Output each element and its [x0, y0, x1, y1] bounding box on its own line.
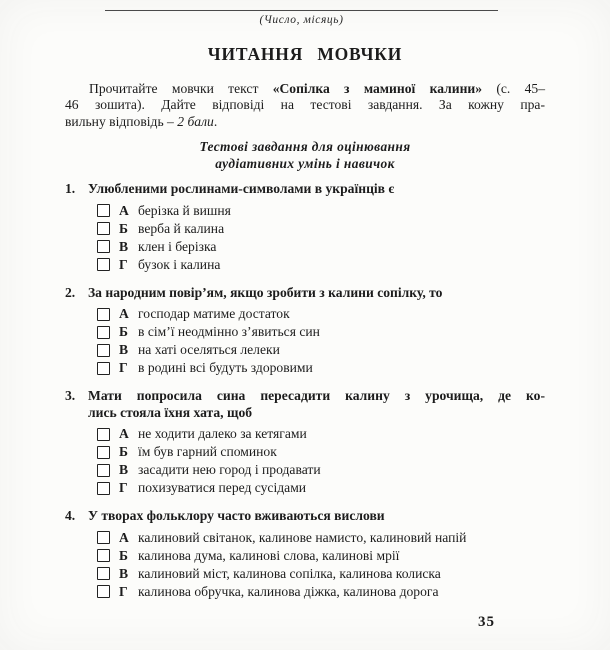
option-text: не ходити далеко за кетягами — [138, 426, 307, 441]
question-title-line: Мати попросила сина пересадити калину з урочища, де ко- — [88, 388, 545, 403]
answer-checkbox[interactable] — [97, 482, 110, 495]
option-letter: А — [119, 306, 129, 321]
option-row — [97, 529, 545, 547]
answer-checkbox[interactable] — [97, 204, 110, 217]
option-text: господар матиме достаток — [138, 306, 290, 321]
answer-checkbox[interactable] — [97, 549, 110, 562]
question-title-line: За народним повір’ям, якщо зробити з калини сопілку, то — [88, 284, 443, 300]
option-row — [97, 565, 545, 583]
question-1 — [65, 181, 545, 274]
answer-checkbox[interactable] — [97, 344, 110, 357]
option-row — [97, 583, 545, 601]
answer-checkbox[interactable] — [97, 428, 110, 441]
option-row — [97, 443, 545, 461]
answer-checkbox[interactable] — [97, 362, 110, 375]
answer-checkbox[interactable] — [97, 240, 110, 253]
option-letter: В — [119, 462, 129, 477]
answer-checkbox[interactable] — [97, 258, 110, 271]
option-letter: А — [119, 529, 129, 545]
option-letter: Б — [119, 444, 128, 459]
answer-checkbox[interactable] — [97, 308, 110, 321]
question-title-line: У творах фольклору часто вживаються вислови — [88, 508, 385, 523]
option-row — [97, 479, 545, 497]
option-text: клен і берізка — [138, 238, 217, 254]
answer-checkbox[interactable] — [97, 585, 110, 598]
question-1-options — [97, 202, 545, 274]
date-header — [105, 0, 498, 26]
section-subtitle — [65, 139, 545, 172]
question-title-line: лись стояла їхня хата, щоб — [88, 404, 253, 420]
option-letter: Б — [119, 547, 128, 563]
option-letter: Г — [119, 360, 128, 375]
option-letter: В — [119, 238, 129, 254]
option-row — [97, 547, 545, 565]
question-4-options — [97, 529, 545, 601]
option-row — [97, 341, 545, 359]
option-letter: Г — [119, 480, 128, 495]
date-fill-line — [105, 10, 498, 11]
answer-checkbox[interactable] — [97, 326, 110, 339]
option-text: калиновий світанок, калинове намисто, калиновий напій — [138, 529, 467, 545]
subtitle-line-1: Тестові завдання для оцінювання — [199, 139, 411, 154]
option-row — [97, 359, 545, 377]
option-text: калиновий міст, калинова сопілка, калинова колиска — [138, 565, 441, 581]
intro-text: Прочитайте мовчки текст — [89, 81, 273, 96]
option-text: в сім’ї неодмінно з’явиться син — [138, 324, 320, 339]
option-row — [97, 256, 545, 274]
answer-checkbox[interactable] — [97, 567, 110, 580]
option-letter: Г — [119, 583, 128, 599]
question-number: 1. — [65, 181, 76, 196]
question-4 — [65, 508, 545, 601]
option-text: похизуватися перед сусідами — [138, 480, 307, 495]
option-row — [97, 461, 545, 479]
option-text: в родині всі будуть здоровими — [138, 360, 313, 375]
question-number: 4. — [65, 508, 76, 523]
option-row — [97, 305, 545, 323]
question-title-line: Улюбленими рослинами-символами в українців є — [88, 181, 395, 196]
intro-paragraph — [65, 81, 545, 130]
option-row — [97, 202, 545, 220]
option-letter: Б — [119, 324, 128, 339]
intro-text: . — [213, 113, 218, 129]
option-text: бузок і калина — [138, 256, 221, 272]
answer-checkbox[interactable] — [97, 531, 110, 544]
option-text: на хаті оселяться лелеки — [138, 342, 280, 357]
question-title — [88, 181, 545, 198]
reading-text-title: «Сопілка з маминої калини» — [272, 81, 483, 96]
option-row — [97, 220, 545, 238]
question-title — [88, 285, 545, 302]
question-title — [88, 388, 545, 421]
question-3-head — [65, 388, 545, 421]
option-letter: Б — [119, 220, 128, 236]
answer-checkbox[interactable] — [97, 222, 110, 235]
question-title — [88, 508, 545, 525]
option-text: калинова дума, калинові слова, калинові мрії — [138, 547, 400, 563]
question-3 — [65, 388, 545, 497]
intro-line-3 — [65, 114, 545, 130]
option-letter: В — [119, 342, 129, 357]
question-1-head — [65, 181, 545, 198]
option-letter: А — [119, 202, 129, 218]
question-number: 3. — [65, 388, 76, 403]
intro-line-2: 46 зошита). Дайте відповіді на тестові завдання. За кожну пра- — [65, 97, 545, 113]
intro-text: (с. 45– — [482, 81, 545, 96]
page-title: ЧИТАННЯ МОВЧКИ — [207, 44, 403, 64]
option-text: верба й калина — [138, 220, 225, 236]
question-2-options — [97, 305, 545, 377]
option-letter: Г — [119, 256, 128, 272]
question-2 — [65, 285, 545, 378]
question-list — [65, 181, 545, 612]
option-text: калинова обручка, калинова діжка, калинова дорога — [138, 583, 439, 599]
answer-checkbox[interactable] — [97, 464, 110, 477]
option-row — [97, 425, 545, 443]
page-number: 35 — [478, 614, 495, 630]
option-text: їм був гарний споминок — [138, 444, 277, 459]
date-caption: (Число, місяць) — [259, 14, 344, 26]
intro-line-1 — [65, 81, 545, 97]
intro-text: вильну відповідь – — [65, 113, 178, 129]
option-row — [97, 323, 545, 341]
option-letter: А — [119, 426, 129, 441]
score-value: 2 бали — [177, 113, 214, 129]
question-4-head — [65, 508, 545, 525]
question-number: 2. — [65, 284, 76, 300]
question-3-options — [97, 425, 545, 497]
option-text: засадити нею город і продавати — [138, 462, 321, 477]
question-2-head — [65, 285, 545, 302]
option-row — [97, 238, 545, 256]
option-text: берізка й вишня — [138, 202, 231, 218]
option-letter: В — [119, 565, 129, 581]
subtitle-line-2: аудіативних умінь і навичок — [215, 155, 395, 171]
answer-checkbox[interactable] — [97, 446, 110, 459]
